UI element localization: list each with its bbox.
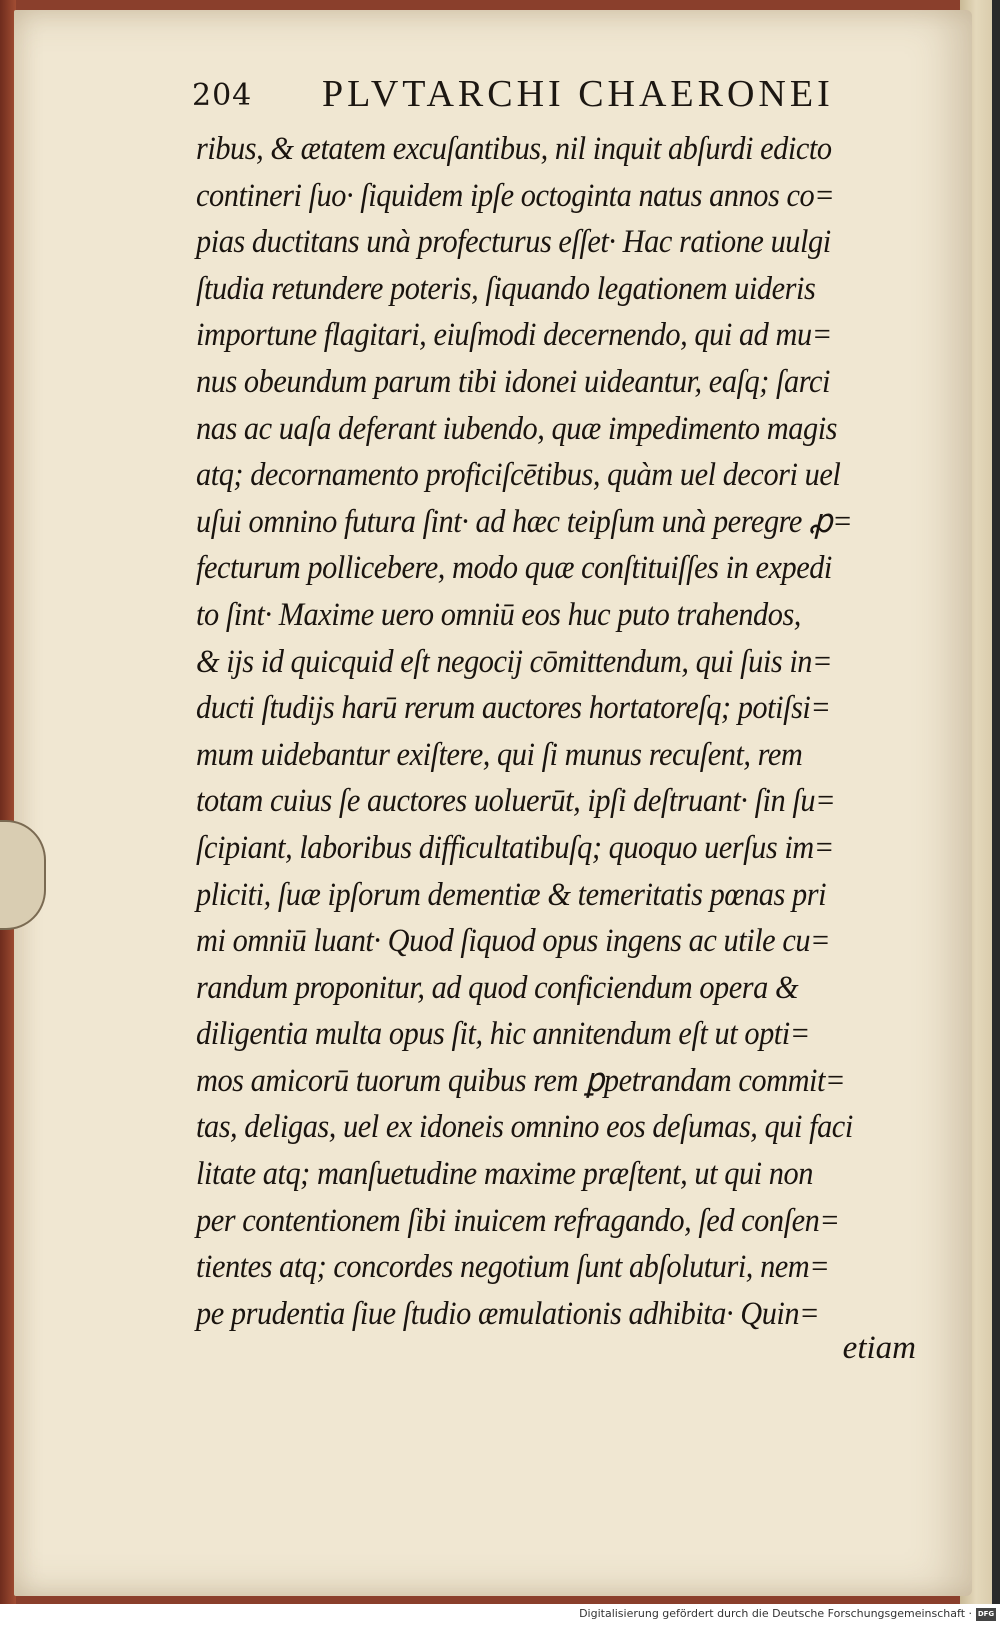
text-line: nus obeundum parum tibi idonei uideantur, eaſq; ſarci	[196, 363, 830, 400]
text-line: ſcipiant, laboribus difficultatibuſq; quoquo uerſus im=	[196, 829, 834, 866]
page-number: 204	[192, 78, 253, 113]
text-line: litate atq; manſuetudine maxime præſtent, ut qui non	[196, 1156, 813, 1193]
text-line: mi omniū luant· Quod ſiquod opus ingens ac utile cu=	[196, 923, 831, 960]
text-line: tas, deligas, uel ex idoneis omnino eos deſumas, qui faci	[196, 1109, 853, 1146]
text-line: tientes atq; concordes negotium ſunt abſoluturi, nem=	[196, 1249, 830, 1286]
dfg-logo: DFG	[976, 1608, 996, 1621]
text-line: atq; decornamento proficiſcētibus, quàm uel decori uel	[196, 457, 841, 494]
text-line: pe prudentia ſiue ſtudio æmulationis adhibita· Quin=	[196, 1295, 820, 1332]
text-line: ſtudia retundere poteris, ſiquando legationem uideris	[196, 270, 816, 307]
text-line: randum proponitur, ad quod conficiendum opera &	[196, 969, 799, 1006]
text-line: mum uidebantur exiſtere, qui ſi munus recuſent, rem	[196, 736, 803, 773]
text-line: & ijs id quicquid eſt negocij cōmittendum, qui ſuis in=	[196, 643, 833, 680]
text-line: totam cuius ſe auctores uoluerūt, ipſi deſtruant· ſin ſu=	[196, 783, 836, 820]
body-text	[196, 126, 936, 1337]
text-line: mos amicorū tuorum quibus rem ꝑpetrandam commit=	[196, 1062, 846, 1099]
funding-credit: Digitalisierung gefördert durch die Deutsche Forschungsgemeinschaft ·	[579, 1607, 972, 1620]
text-line: ribus, & ætatem excuſantibus, nil inquit abſurdi edicto	[196, 131, 832, 167]
text-line: diligentia multa opus ſit, hic annitendum eſt ut opti=	[196, 1016, 810, 1053]
text-line: importune flagitari, eiuſmodi decernendo, qui ad mu=	[196, 317, 832, 354]
text-line: pias ductitans unà profecturus eſſet· Hac ratione uulgi	[196, 224, 831, 261]
text-line: uſui omnino futura ſint· ad hæc teipſum unà peregre ꝓ=	[196, 503, 853, 540]
text-line: fecturum pollicebere, modo quæ conſtituiſſes in expedi	[196, 550, 832, 587]
text-line: contineri ſuo· ſiquidem ipſe octoginta natus annos co=	[196, 177, 835, 214]
text-line: to ſint· Maxime uero omniū eos huc puto trahendos,	[196, 596, 801, 633]
text-line: ducti ſtudijs harū rerum auctores hortatoreſq; potiſsi=	[196, 690, 831, 727]
text-line: nas ac uaſa deferant iubendo, quæ impedimento magis	[196, 410, 838, 447]
text-line: per contentionem ſibi inuicem refragando, ſed conſen=	[196, 1202, 840, 1239]
scan-border	[992, 0, 1000, 1604]
running-head-title: PLVTARCHI CHAERONEI	[322, 73, 834, 115]
text-line: pliciti, ſuæ ipſorum dementiæ & temeritatis pœnas pri	[196, 876, 827, 913]
running-head	[192, 72, 932, 122]
footer-bar	[0, 1604, 1000, 1626]
catchword: etiam	[842, 1330, 916, 1366]
